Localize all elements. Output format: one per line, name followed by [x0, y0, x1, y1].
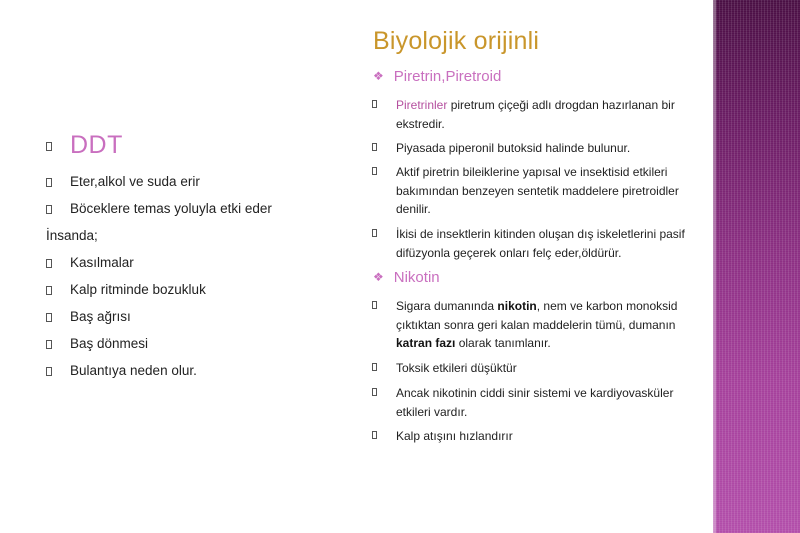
list-item-text-rest: piretrum çiçeği adlı drogdan hazırlanan bir ekstredir.	[396, 98, 675, 131]
list-item-text: Eter,alkol ve suda erir	[70, 174, 200, 189]
square-bullet-icon	[372, 431, 377, 439]
list-item-text: Toksik etkileri düşüktür	[396, 361, 517, 375]
square-bullet-icon	[372, 388, 377, 396]
katran-fazi-bold: katran fazı	[396, 336, 456, 350]
list-item-text: Bulantıya neden olur.	[70, 363, 197, 378]
square-bullet-icon	[372, 363, 377, 371]
square-bullet-icon	[46, 142, 52, 151]
list-item	[372, 297, 692, 353]
list-item	[372, 384, 692, 421]
square-bullet-icon	[372, 143, 377, 151]
ddt-heading: DDT	[70, 131, 123, 159]
list-item	[372, 163, 692, 219]
list-item-text: İkisi de insektlerin kitinden oluşan dış iskeletlerini pasif difüzyonla geçerek onları felç eder,öldürür.	[396, 227, 685, 260]
list-item-text: Piyasada piperonil butoksid halinde bulunur.	[396, 141, 631, 155]
list-item-text: Aktif piretrin bileiklerine yapısal ve insektisid etkileri bakımından benzeyen sentetik maddelere piretroidler denilir.	[396, 165, 679, 216]
list-item-text: Böceklere temas yoluyla etki eder	[70, 201, 272, 216]
square-bullet-icon	[46, 205, 52, 214]
diamond-bullet-icon: ❖	[373, 270, 384, 284]
square-bullet-icon	[46, 286, 52, 295]
list-item	[372, 225, 692, 262]
nikotin-bold: nikotin	[497, 299, 537, 313]
square-bullet-icon	[46, 259, 52, 268]
list-item-text: Kalp atışını hızlandırır	[396, 429, 513, 443]
section-heading-text: Piretrin,Piretroid	[393, 68, 502, 85]
list-item	[372, 427, 692, 446]
square-bullet-icon	[46, 178, 52, 187]
square-bullet-icon	[46, 367, 52, 376]
list-item-text	[396, 96, 692, 133]
text-fragment: olarak tanımlanır.	[455, 336, 551, 350]
list-item	[372, 359, 692, 378]
text-fragment: , nem ve karbon monoksid çıktıktan sonra geri kalan maddelerin tümü, dumanın	[396, 299, 678, 332]
slide-title: Biyolojik orijinli	[373, 27, 540, 55]
list-item-text: Kalp ritminde bozukluk	[70, 282, 206, 297]
piretrinler-highlight: Piretrinler	[396, 98, 448, 112]
decorative-stripe	[713, 0, 800, 533]
stripe-edge	[713, 0, 716, 533]
square-bullet-icon	[372, 301, 377, 309]
list-item	[372, 96, 692, 133]
square-bullet-icon	[46, 313, 52, 322]
list-item-text: Baş ağrısı	[70, 309, 131, 324]
square-bullet-icon	[46, 340, 52, 349]
insanda-label: İnsanda;	[46, 228, 98, 243]
list-item-text: Ancak nikotinin ciddi sinir sistemi ve kardiyovasküler etkileri vardır.	[396, 386, 674, 419]
list-item-text: Kasılmalar	[70, 255, 134, 270]
square-bullet-icon	[372, 229, 377, 237]
diamond-bullet-icon: ❖	[373, 69, 384, 83]
section-heading-piretrin	[373, 68, 501, 85]
square-bullet-icon	[372, 100, 377, 108]
square-bullet-icon	[372, 167, 377, 175]
list-item	[372, 139, 692, 158]
list-item-text: Baş dönmesi	[70, 336, 149, 351]
list-item-text	[396, 297, 692, 353]
text-fragment: Sigara dumanında	[396, 299, 498, 313]
section-heading-text: Nikotin	[393, 269, 440, 286]
section-heading-nikotin	[373, 269, 440, 286]
